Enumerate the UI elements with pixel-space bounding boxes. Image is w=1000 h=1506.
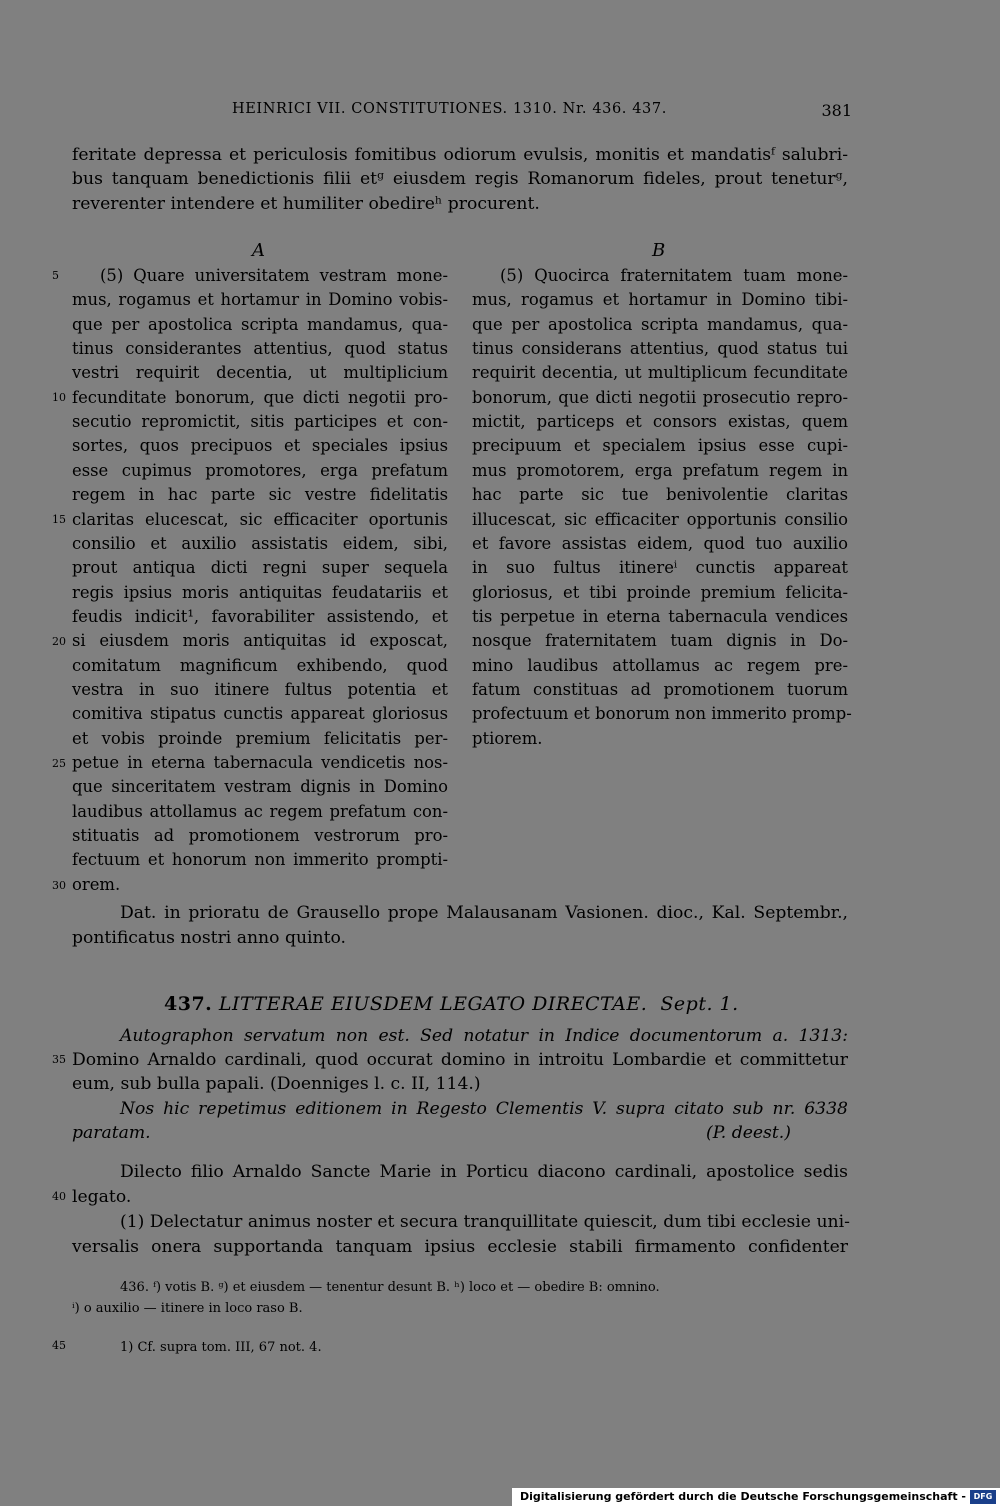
- note-line: Nos hic repetimus editionem in Regesto Clementis V. supra citato sub nr. 6338: [120, 1099, 848, 1119]
- col-a-line: que per apostolica scripta mandamus, qua-: [72, 314, 448, 334]
- col-a-line: feudis indicit¹, favorabiliter assistendo, et: [72, 606, 448, 626]
- text-line: (1) Delectatur animus noster et secura tranquillitate quiescit, dum tibi ecclesie uni-: [120, 1212, 850, 1232]
- col-a-line: mus, rogamus et hortamur in Domino vobis-: [72, 290, 448, 310]
- line-number: 35: [52, 1053, 66, 1066]
- note-right: (P. deest.): [706, 1123, 791, 1143]
- col-a-line: fectuum et honorum non immerito prompti-: [72, 850, 448, 870]
- line-number: 45: [52, 1339, 66, 1352]
- note-line: eum, sub bulla papali. (Doenniges l. c. II, 114.): [72, 1074, 481, 1094]
- col-a-line: vestra in suo itinere fultus potentia et: [72, 679, 448, 699]
- col-a-line: claritas elucescat, sic efficaciter oportunis: [72, 509, 448, 529]
- col-b-line: tis perpetue in eterna tabernacula vendices: [472, 606, 848, 626]
- col-a-line: prout antiqua dicti regni super sequela: [72, 558, 448, 578]
- col-b-line: gloriosus, et tibi proinde premium felicita-: [472, 582, 848, 602]
- col-b-line: tinus considerans attentius, quod status tui: [472, 339, 848, 359]
- footnote-line: ⁱ) o auxilio — itinere in loco raso B.: [72, 1301, 303, 1316]
- footnote-line: 436. ᶠ) votis B. ᵍ) et eiusdem — tenentur desunt B. ʰ) loco et — obedire B: omnino.: [120, 1280, 660, 1295]
- col-b-line: (5) Quocirca fraternitatem tuam mone-: [500, 266, 848, 285]
- line-number: 30: [52, 879, 66, 892]
- col-b-line: hac parte sic tue benivolentie claritas: [472, 485, 848, 505]
- text-line: legato.: [72, 1187, 132, 1207]
- col-a-line: tinus considerantes attentius, quod status: [72, 339, 448, 359]
- text-line: versalis onera supportanda tanquam ipsius ecclesie stabili firmamento confidenter: [72, 1237, 848, 1257]
- line-number: 20: [52, 635, 66, 648]
- note-line: paratam.: [72, 1123, 151, 1143]
- intro-line: bus tanquam benedictionis filii etᵍ eiusdem regis Romanorum fideles, prout teneturᵍ,: [72, 169, 848, 189]
- col-b-line: bonorum, que dicti negotii prosecutio repro-: [472, 387, 848, 407]
- col-b-line: fatum constituas ad promotionem tuorum: [472, 679, 848, 699]
- note-line: Domino Arnaldo cardinali, quod occurat domino in introitu Lombardie et committetur: [72, 1050, 848, 1070]
- col-b-line: mus promotorem, erga prefatum regem in: [472, 460, 848, 480]
- col-b-line: mus, rogamus et hortamur in Domino tibi-: [472, 290, 848, 310]
- line-number: 5: [52, 269, 59, 282]
- line-number: 40: [52, 1190, 66, 1203]
- column-b-heading: B: [652, 240, 666, 261]
- col-a-line: esse cupimus promotores, erga prefatum: [72, 460, 448, 480]
- line-number: 15: [52, 513, 66, 526]
- column-a-heading: A: [252, 240, 265, 261]
- dat-line: Dat. in prioratu de Grausello prope Malausanam Vasionen. dioc., Kal. Septembr.,: [120, 903, 848, 923]
- section-date: Sept. 1.: [660, 993, 739, 1015]
- col-a-line: comitiva stipatus cunctis appareat gloriosus: [72, 704, 448, 724]
- note-line: Autographon servatum non est. Sed notatur in Indice documentorum a. 1313:: [120, 1026, 848, 1046]
- col-b-line: profectuum et bonorum non immerito promp-: [472, 704, 852, 724]
- dfg-logo-icon: DFG: [970, 1490, 996, 1504]
- section-title: LITTERAE EIUSDEM LEGATO DIRECTAE.: [218, 993, 648, 1015]
- footnote-line: 1) Cf. supra tom. III, 67 not. 4.: [120, 1340, 322, 1355]
- col-a-line: secutio repromictit, sitis participes et con-: [72, 412, 448, 432]
- col-a-line: si eiusdem moris antiquitas id exposcat,: [72, 631, 448, 651]
- digitization-credit: [512, 1488, 1000, 1506]
- col-a-line: que sinceritatem vestram dignis in Domino: [72, 777, 448, 797]
- col-a-line: regis ipsius moris antiquitas feudatariis et: [72, 582, 448, 602]
- intro-line: reverenter intendere et humiliter obedireʰ procurent.: [72, 194, 540, 214]
- col-a-line: (5) Quare universitatem vestram mone-: [100, 266, 448, 285]
- col-b-line: precipuum et specialem ipsius esse cupi-: [472, 436, 848, 456]
- col-a-line: stituatis ad promotionem vestrorum pro-: [72, 826, 448, 846]
- intro-line: feritate depressa et periculosis fomitibus odiorum evulsis, monitis et mandatisᶠ salubri-: [72, 145, 848, 165]
- text-line: Dilecto filio Arnaldo Sancte Marie in Porticu diacono cardinali, apostolice sedis: [120, 1162, 848, 1182]
- col-a-line: et vobis proinde premium felicitatis per-: [72, 728, 448, 748]
- line-number: 25: [52, 757, 66, 770]
- col-a-line: petue in eterna tabernacula vendicetis nos-: [72, 753, 448, 772]
- section-number: 437.: [164, 993, 213, 1015]
- col-a-line: orem.: [72, 874, 121, 894]
- col-b-line: et favore assistas eidem, quod tuo auxilio: [472, 533, 848, 553]
- col-a-line: vestri requirit decentia, ut multiplicium: [72, 363, 448, 383]
- header-title: HEINRICI VII. CONSTITUTIONES. 1310. Nr. 436. 437.: [232, 101, 667, 117]
- col-b-line: in suo fultus itinereⁱ cunctis appareat: [472, 558, 848, 578]
- col-a-line: laudibus attollamus ac regem prefatum con-: [72, 801, 448, 821]
- running-header: [72, 101, 852, 127]
- col-a-line: regem in hac parte sic vestre fidelitatis: [72, 485, 448, 505]
- dat-line: pontificatus nostri anno quinto.: [72, 928, 346, 948]
- col-b-line: requirit decentia, ut multiplicum fecunditate: [472, 363, 848, 383]
- section-heading: [164, 993, 739, 1015]
- col-a-line: comitatum magnificum exhibendo, quod: [72, 655, 448, 675]
- col-b-line: que per apostolica scripta mandamus, qua-: [472, 314, 848, 334]
- col-b-line: ptiorem.: [472, 728, 543, 748]
- credit-text: Digitalisierung gefördert durch die Deutsche Forschungsgemeinschaft -: [519, 1490, 966, 1503]
- line-number: 10: [52, 391, 66, 404]
- col-a-line: fecunditate bonorum, que dicti negotii pro-: [72, 387, 448, 407]
- col-a-line: sortes, quos precipuos et speciales ipsius: [72, 436, 448, 456]
- col-a-line: consilio et auxilio assistatis eidem, sibi,: [72, 533, 448, 553]
- col-b-line: nosque fraternitatem tuam dignis in Do-: [472, 631, 848, 651]
- col-b-line: illucescat, sic efficaciter opportunis consilio: [472, 509, 848, 529]
- page-number: 381: [821, 101, 852, 120]
- col-b-line: mictit, particeps et consors existas, quem: [472, 412, 848, 432]
- col-b-line: mino laudibus attollamus ac regem pre-: [472, 655, 848, 675]
